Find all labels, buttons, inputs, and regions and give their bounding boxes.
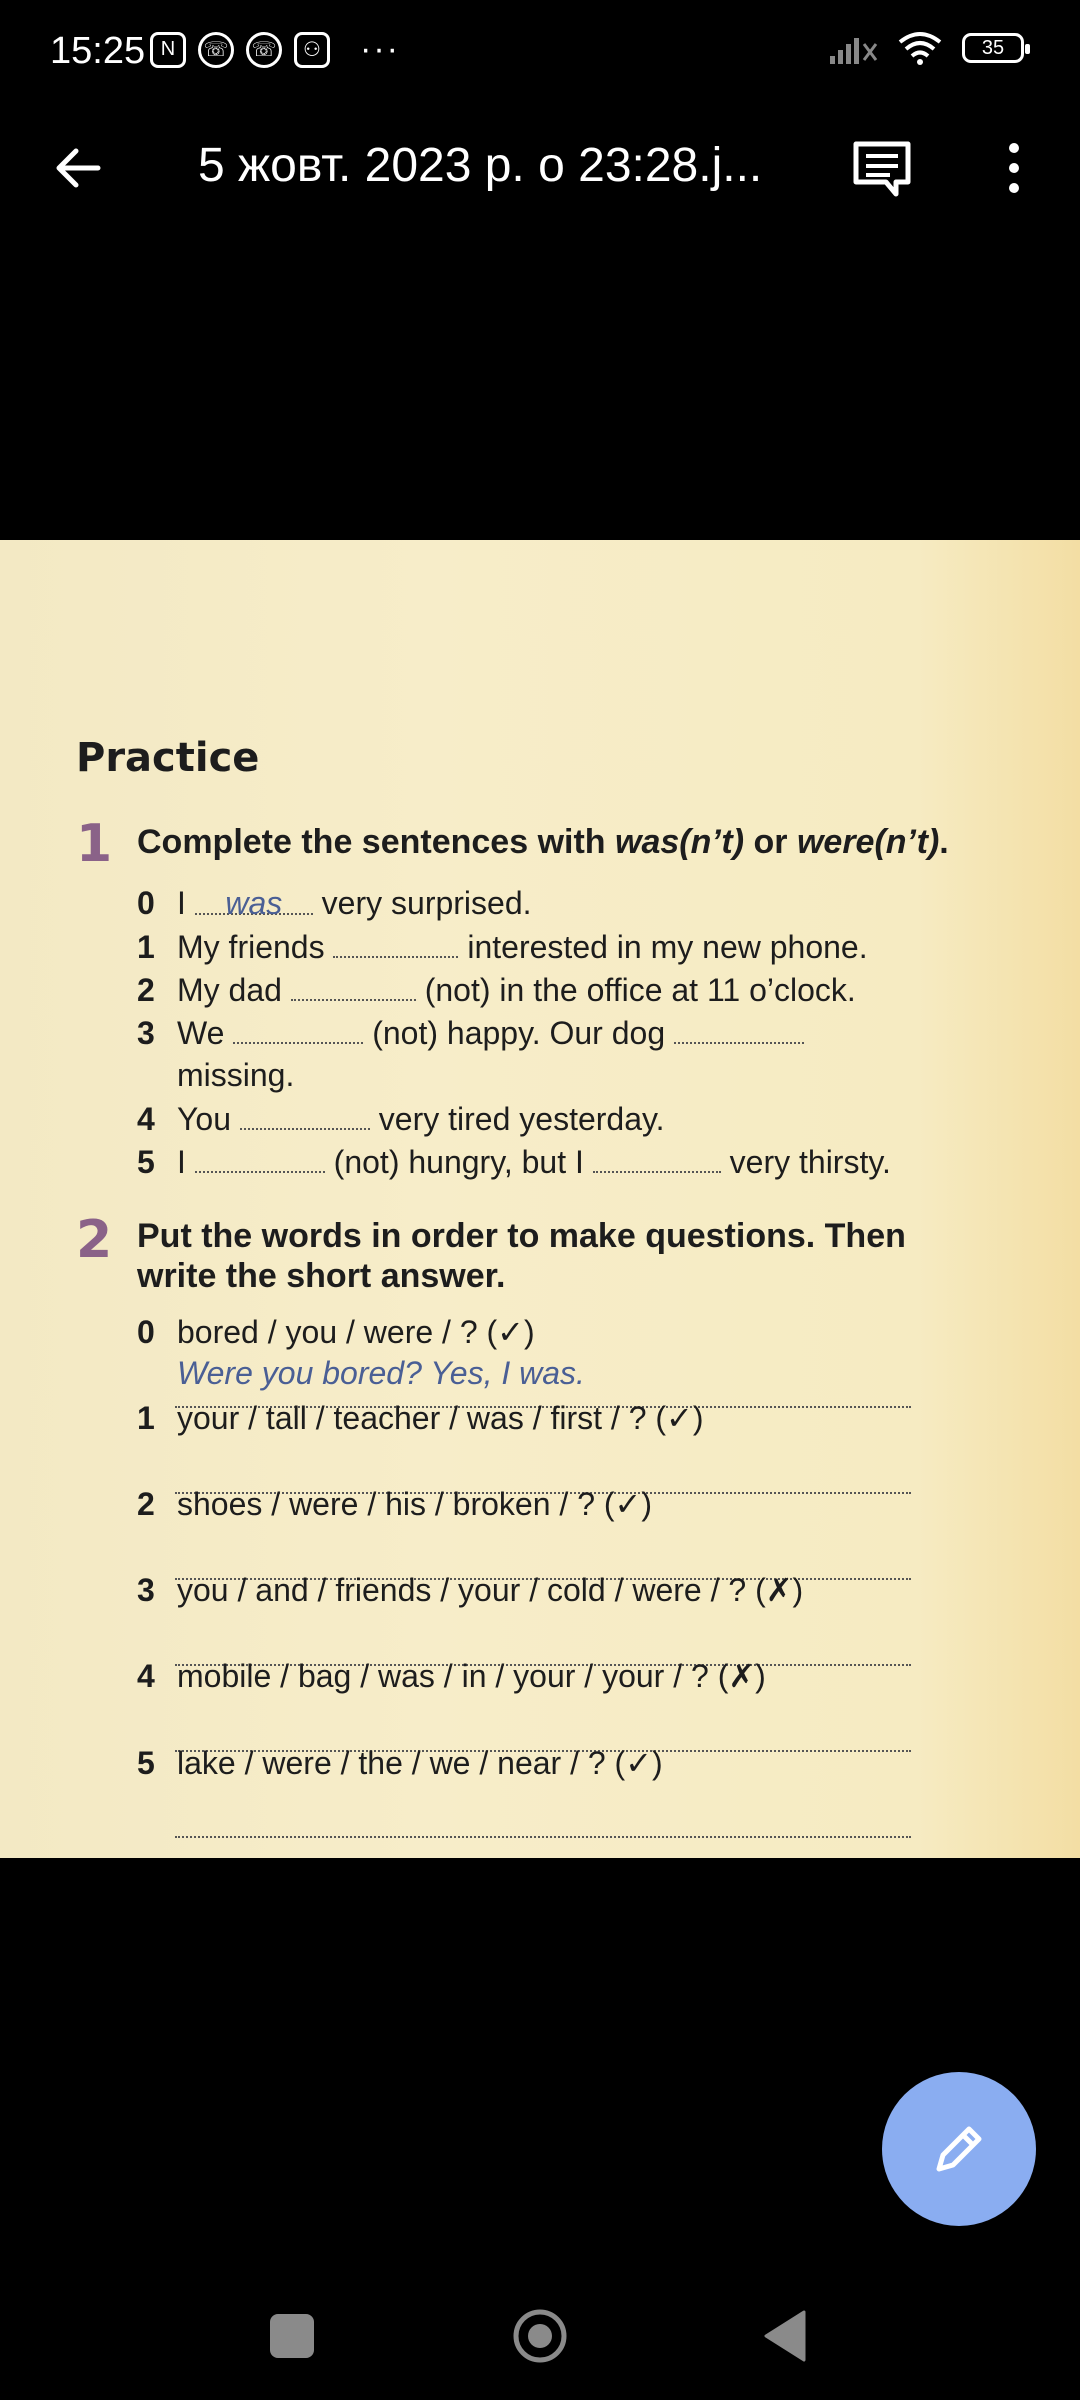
app-toolbar: [0, 110, 1080, 230]
answer-blank: [233, 1014, 363, 1044]
exercise-item: 3 you / and / friends / your / cold / were / ? (✗): [137, 1572, 804, 1608]
answer-blank: [593, 1143, 721, 1173]
edit-button[interactable]: [882, 2072, 1036, 2226]
notification-icons: [150, 30, 400, 69]
answer-line: [175, 1836, 911, 1838]
system-nav-bar: [0, 2280, 1080, 2400]
exercise-number: 1: [76, 814, 113, 874]
exercise-item: 1 your / tall / teacher / was / first / ? (✓): [137, 1400, 704, 1436]
exercise-item: 4 You very tired yesterday.: [137, 1101, 665, 1137]
home-icon[interactable]: [512, 2308, 568, 2364]
wifi-icon: [896, 30, 944, 66]
status-time: 15:25: [50, 30, 146, 72]
section-title: Practice: [76, 735, 260, 781]
answer-blank: was: [195, 885, 313, 915]
document-image[interactable]: [0, 540, 1080, 1858]
answer-blank: [291, 971, 416, 1001]
exercise-item: 1 My friends interested in my new phone.: [137, 929, 868, 965]
answer-blank: [195, 1143, 325, 1173]
pencil-icon: [927, 2117, 991, 2181]
viber-icon: ☏: [246, 32, 282, 68]
answer-blank: [333, 928, 458, 958]
exercise-number: 2: [76, 1210, 113, 1270]
system-icons: [828, 30, 1024, 66]
contacts-card-icon: ⚇: [294, 32, 330, 68]
answer-blank: [240, 1100, 370, 1130]
answer-blank: [674, 1014, 804, 1044]
exercise-instruction: Complete the sentences with was(n’t) or were(n’t).: [137, 823, 949, 861]
signal-icon: [828, 30, 878, 66]
exercise-item: 0 bored / you / were / ? (✓): [137, 1314, 535, 1350]
recent-apps-icon[interactable]: [270, 2314, 314, 2358]
exercise-item: 5 I (not) hungry, but I very thirsty.: [137, 1144, 891, 1180]
exercise-item: 5 lake / were / the / we / near / ? (✓): [137, 1745, 663, 1781]
exercise-instruction: Put the words in order to make questions. Then write the short answer.: [137, 1217, 906, 1295]
exercise-item: 0 I was very surprised.: [137, 885, 532, 921]
back-arrow-icon[interactable]: [48, 138, 108, 198]
file-title: 5 жовт. 2023 р. о 23:28.j...: [198, 139, 763, 192]
battery-level: 35: [981, 36, 1005, 59]
more-notifications-icon: ···: [360, 30, 400, 68]
example-answer: Were you bored? Yes, I was.: [177, 1355, 585, 1391]
status-bar: [0, 0, 1080, 110]
exercise-item: 4 mobile / bag / was / in / your / your / ? (✗): [137, 1658, 766, 1694]
viber-icon: ☏: [198, 32, 234, 68]
nfc-icon: N: [150, 32, 186, 68]
exercise-item: 2 shoes / were / his / broken / ? (✓): [137, 1486, 652, 1522]
comment-icon[interactable]: [850, 136, 914, 200]
exercise-item: 2 My dad (not) in the office at 11 o’clock.: [137, 972, 856, 1008]
battery-icon: [962, 33, 1024, 63]
nav-back-icon[interactable]: [762, 2310, 806, 2362]
exercise-item: 3 We (not) happy. Our dog: [137, 1014, 804, 1052]
more-vert-icon[interactable]: [990, 138, 1038, 198]
exercise-item-continued: missing.: [177, 1057, 295, 1093]
